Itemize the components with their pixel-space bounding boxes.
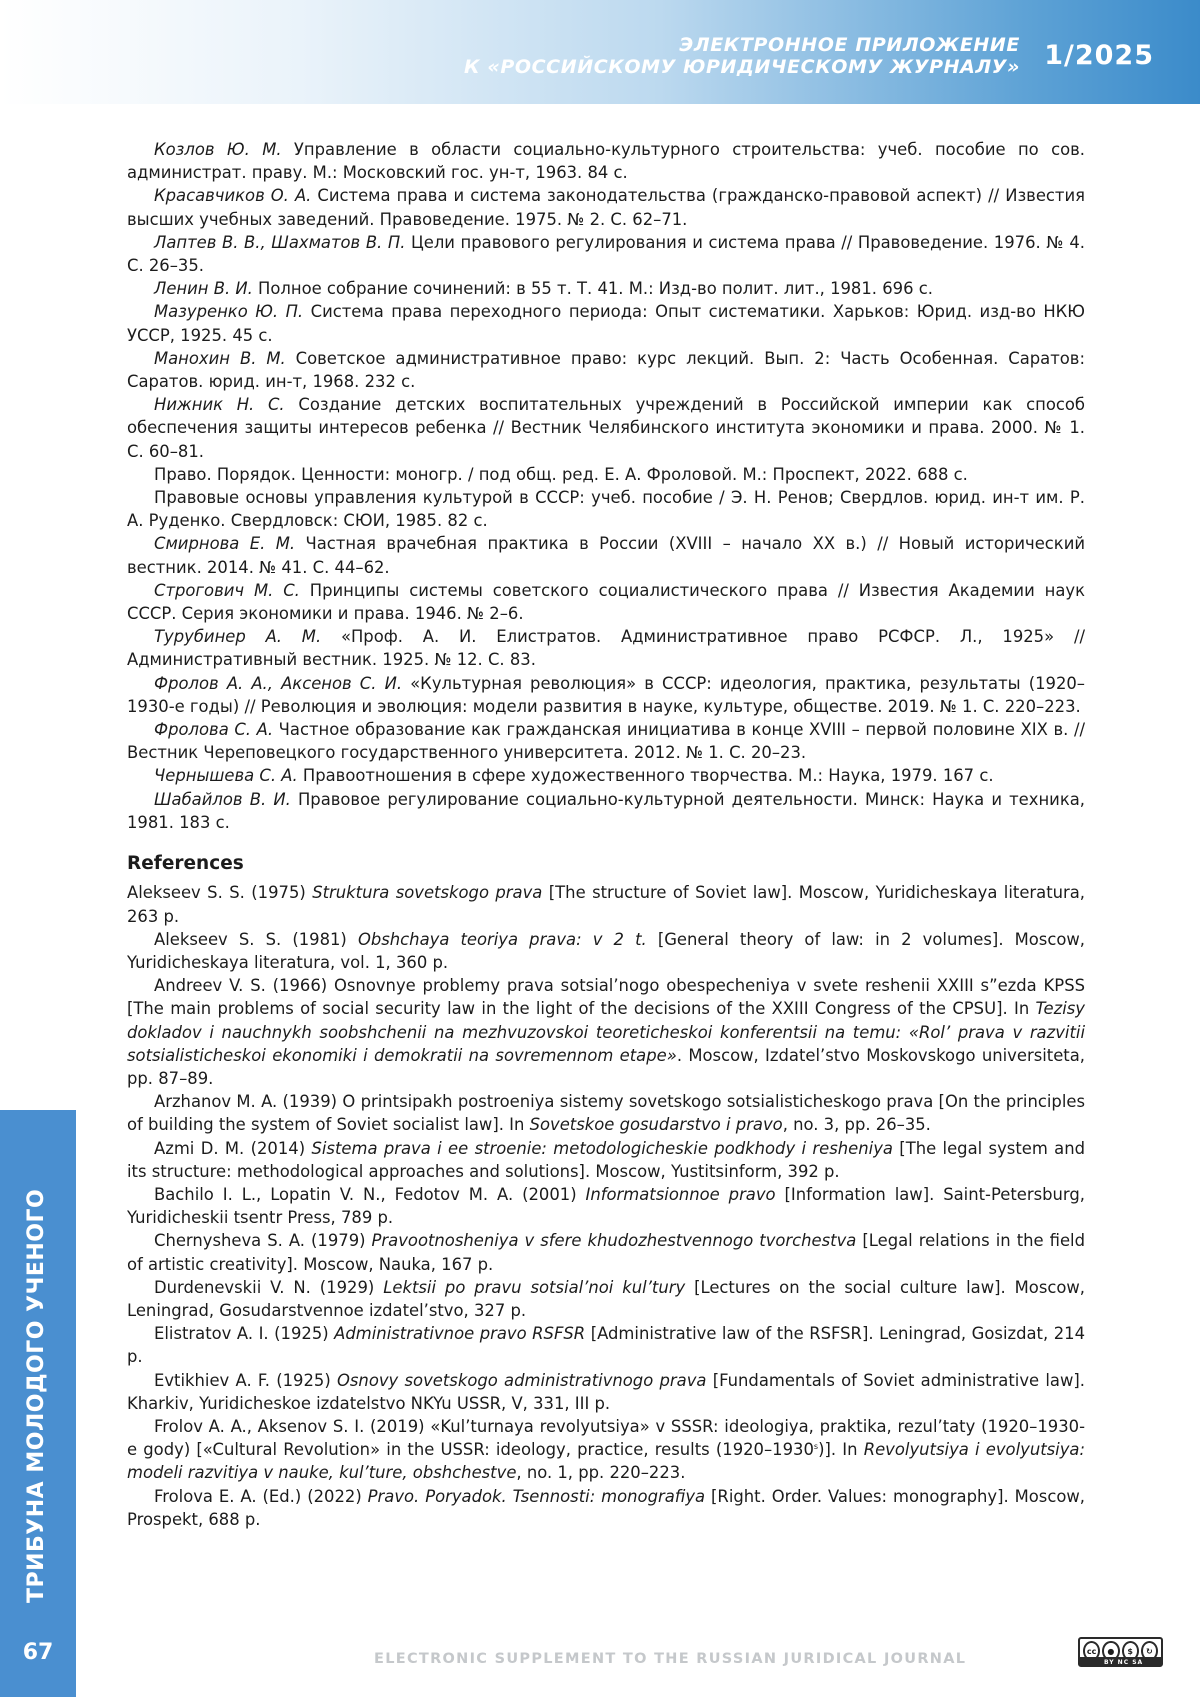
issue-number: 1/2025 [1044, 40, 1154, 71]
reference-title: Pravo. Poryadok. Tsennosti: monografiya [368, 1487, 705, 1506]
reference-title: Sovetskoe gosudarstvo i pravo [530, 1115, 783, 1134]
reference-text: Bachilo I. L., Lopatin V. N., Fedotov M. A. (2001) [154, 1185, 586, 1204]
reference-text: Arzhanov M. A. (1939) O printsipakh postroeniya sistemy sovetskogo sotsialisticheskogo prava [On the principles of building the system of Soviet socialist law]. In [127, 1092, 1085, 1134]
bibliography-list [127, 138, 1085, 834]
page-number: 67 [0, 1640, 76, 1665]
reference-text: [Administrative law of the RSFSR]. Leningrad, Gosizdat, 214 p. [127, 1324, 1085, 1366]
bibliography-text: Частная врачебная практика в России (XVIII – начало XX в.) // Новый исторический вестник. 2014. № 41. С. 44–62. [127, 534, 1085, 576]
bibliography-author: Нижник Н. С. [154, 395, 285, 414]
reference-text: Evtikhiev A. F. (1925) [154, 1371, 337, 1390]
reference-entry [127, 928, 1085, 974]
bibliography-author: Смирнова Е. М. [154, 534, 295, 553]
reference-entry [127, 1369, 1085, 1415]
reference-entry [127, 1229, 1085, 1275]
reference-text: Frolov A. A., Aksenov S. I. (2019) «Kul’turnaya revolyutsiya» v SSSR: ideologiya, praktika, rezul’taty (1920–1930-e gody) [«Cultural Revolution» in the USSR: ideology, practice, results (1920–1930 [127, 1417, 1085, 1459]
reference-text: , no. 3, pp. 26–35. [783, 1115, 931, 1134]
references-heading: References [127, 852, 1085, 875]
bibliography-entry [127, 625, 1085, 671]
nc-icon: $ [1122, 1641, 1139, 1661]
bibliography-entry [127, 347, 1085, 393]
journal-title-line2: К «РОССИЙСКОМУ ЮРИДИЧЕСКОМУ ЖУРНАЛУ» [464, 56, 1020, 78]
footer-journal-name: ELECTRONIC SUPPLEMENT TO THE RUSSIAN JURIDICAL JOURNAL [374, 1651, 966, 1667]
sa-icon: ↻ [1141, 1641, 1158, 1661]
reference-text: Alekseev S. S. (1981) [154, 930, 358, 949]
bibliography-author: Лаптев В. В., Шахматов В. П. [154, 233, 405, 252]
bibliography-author: Козлов Ю. М. [154, 140, 282, 159]
bibliography-author: Мазуренко Ю. П. [154, 302, 303, 321]
bibliography-author: Шабайлов В. И. [154, 790, 291, 809]
bibliography-entry [127, 138, 1085, 184]
reference-entry [127, 881, 1085, 927]
bibliography-entry [127, 788, 1085, 834]
reference-title: Tezisy dokladov i nauchnykh soobshchenii na mezhvuzovskoi teoreticheskoi konferentsii na temu: «Rol’ prava v razvitii sotsialisticheskoi ekonomiki i demokratii na sovremennom etape» [127, 999, 1085, 1064]
section-title: ТРИБУНА МОЛОДОГО УЧЕНОГО [24, 1163, 49, 1603]
bibliography-text: «Культурная революция» в СССР: идеология, практика, результаты (1920–1930-е годы) // Революция и эволюция: модели развития в науке, культуре, обществе. 2019. № 1. С. 220–223. [127, 674, 1085, 716]
bibliography-entry [127, 486, 1085, 532]
bibliography-text: Принципы системы советского социалистического права // Известия Академии наук СССР. Серия экономики и права. 1946. № 2–6. [127, 581, 1085, 623]
reference-title: Lektsii po pravu sotsial’noi kul’tury [383, 1278, 685, 1297]
reference-text: Durdenevskii V. N. (1929) [154, 1278, 383, 1297]
license-badge[interactable] [1078, 1637, 1163, 1667]
bibliography-entry [127, 184, 1085, 230]
reference-text: [Fundamentals of Soviet administrative law]. Kharkiv, Yuridicheskoe izdatelstvo NKYu USSR, V, 331, III p. [127, 1371, 1085, 1413]
reference-text: , no. 1, pp. 220–223. [516, 1463, 685, 1482]
bibliography-text: Создание детских воспитательных учреждений в Российской империи как способ обеспечения защиты интересов ребенка // Вестник Челябинского института экономики и права. 2000. № 1. С. 60–81. [127, 395, 1085, 460]
bibliography-author: Фролова С. А. [154, 720, 273, 739]
by-icon: ● [1102, 1641, 1119, 1661]
bibliography-text: Правовое регулирование социально-культурной деятельности. Минск: Наука и техника, 1981. 183 с. [127, 790, 1085, 832]
reference-text: Elistratov A. I. (1925) [154, 1324, 334, 1343]
bibliography-author: Чернышева С. А. [154, 766, 298, 785]
reference-title: Revolyutsiya i evolyutsiya: modeli razvitiya v nauke, kul’ture, obshchestve [127, 1440, 1085, 1482]
bibliography-text: Система права переходного периода: Опыт систематики. Харьков: Юрид. изд-во НКЮ УССР, 1925. 45 с. [127, 302, 1085, 344]
bibliography-text: Советское административное право: курс лекций. Вып. 2: Часть Особенная. Саратов: Саратов. юрид. ин-т, 1968. 232 с. [127, 349, 1085, 391]
bibliography-text: Правовые основы управления культурой в СССР: учеб. пособие / Э. Н. Ренов; Свердлов. юрид. ин-т им. Р. А. Руденко. Свердловск: СЮИ, 1985. 82 с. [127, 488, 1085, 530]
reference-title: Informatsionnoe pravo [586, 1185, 776, 1204]
reference-title: Obshchaya teoriya prava: v 2 t. [358, 930, 647, 949]
reference-text: [Lectures on the social culture law]. Moscow, Leningrad, Gosudarstvennoe izdatel’stvo, 327 p. [127, 1278, 1085, 1320]
reference-entry [127, 974, 1085, 1090]
reference-entry [127, 1276, 1085, 1322]
reference-superscript: s [814, 1442, 818, 1451]
reference-title: Pravootnosheniya v sfere khudozhestvennogo tvorchestva [372, 1231, 857, 1250]
reference-entry [127, 1183, 1085, 1229]
journal-title-line1: ЭЛЕКТРОННОЕ ПРИЛОЖЕНИЕ [464, 34, 1020, 56]
article-body [127, 138, 1085, 1531]
bibliography-author: Манохин В. М. [154, 349, 286, 368]
reference-text: Chernysheva S. A. (1979) [154, 1231, 372, 1250]
bibliography-entry [127, 231, 1085, 277]
bibliography-text: «Проф. А. И. Елистратов. Административное право РСФСР. Л., 1925» // Административный вестник. 1925. № 12. С. 83. [127, 627, 1085, 669]
page-header [0, 0, 1200, 104]
reference-text: Alekseev S. S. (1975) [127, 883, 312, 902]
reference-title: Osnovy sovetskogo administrativnogo prava [337, 1371, 706, 1390]
bibliography-text: Право. Порядок. Ценности: моногр. / под общ. ред. Е. А. Фроловой. М.: Проспект, 2022. 688 с. [154, 465, 968, 484]
reference-title: Sistema prava i ee stroenie: metodologicheskie podkhody i resheniya [311, 1139, 892, 1158]
reference-entry [127, 1137, 1085, 1183]
bibliography-entry [127, 393, 1085, 463]
bibliography-text: Частное образование как гражданская инициатива в конце XVIII – первой половине XIX в. // Вестник Череповецкого государственного университета. 2012. № 1. С. 20–23. [127, 720, 1085, 762]
reference-entry [127, 1322, 1085, 1368]
reference-text: [Right. Order. Values: monography]. Moscow, Prospekt, 688 p. [127, 1487, 1085, 1529]
bibliography-entry [127, 672, 1085, 718]
bibliography-entry [127, 764, 1085, 787]
bibliography-entry [127, 300, 1085, 346]
reference-text: [The legal system and its structure: methodological approaches and solutions]. Moscow, Yustitsinform, 392 p. [127, 1139, 1085, 1181]
bibliography-text: Цели правового регулирования и система права // Правоведение. 1976. № 4. С. 26–35. [127, 233, 1085, 275]
reference-text: )]. In [818, 1440, 864, 1459]
bibliography-author: Фролов А. А., Аксенов С. И. [154, 674, 402, 693]
bibliography-text: Управление в области социально-культурного строительства: учеб. пособие по сов. администрат. праву. М.: Московский гос. ун-т, 1963. 84 с. [127, 140, 1085, 182]
reference-text: . Moscow, Izdatel’stvo Moskovskogo universiteta, pp. 87–89. [127, 1046, 1085, 1088]
journal-title [464, 34, 1020, 78]
reference-text: [General theory of law: in 2 volumes]. Moscow, Yuridicheskaya literatura, vol. 1, 360 p. [127, 930, 1085, 972]
bibliography-entry [127, 463, 1085, 486]
reference-text: [The structure of Soviet law]. Moscow, Yuridicheskaya literatura, 263 p. [127, 883, 1085, 925]
cc-icon: cc [1083, 1641, 1100, 1661]
bibliography-entry [127, 532, 1085, 578]
references-list [127, 881, 1085, 1531]
reference-text: Andreev V. S. (1966) Osnovnye problemy prava sotsial’nogo obespecheniya v svete reshenii XXIII s”ezda KPSS [The main problems of social security law in the light of the decisions of the XXIII Congress of the CPSU]. In [127, 976, 1085, 1018]
reference-text: [Information law]. Saint-Petersburg, Yuridicheskii tsentr Press, 789 p. [127, 1185, 1085, 1227]
license-label: BY NC SA [1104, 1659, 1143, 1666]
bibliography-author: Строгович М. С. [154, 581, 300, 600]
bibliography-text: Правоотношения в сфере художественного творчества. М.: Наука, 1979. 167 с. [298, 766, 994, 785]
bibliography-author: Красавчиков О. А. [154, 186, 311, 205]
reference-text: Frolova E. A. (Ed.) (2022) [154, 1487, 368, 1506]
bibliography-author: Турубинер А. М. [154, 627, 321, 646]
bibliography-entry [127, 718, 1085, 764]
reference-text: Azmi D. M. (2014) [154, 1139, 311, 1158]
reference-title: Administrativnoe pravo RSFSR [334, 1324, 585, 1343]
reference-title: Struktura sovetskogo prava [312, 883, 542, 902]
reference-text: [Legal relations in the field of artistic creativity]. Moscow, Nauka, 167 p. [127, 1231, 1085, 1273]
bibliography-entry [127, 277, 1085, 300]
reference-entry [127, 1415, 1085, 1485]
bibliography-author: Ленин В. И. [154, 279, 253, 298]
reference-entry [127, 1090, 1085, 1136]
bibliography-entry [127, 579, 1085, 625]
reference-entry [127, 1485, 1085, 1531]
bibliography-text: Полное собрание сочинений: в 55 т. Т. 41. М.: Изд-во полит. лит., 1981. 696 с. [253, 279, 933, 298]
bibliography-text: Система права и система законодательства (гражданско-правовой аспект) // Известия высших учебных заведений. Правоведение. 1975. № 2. С. 62–71. [127, 186, 1085, 228]
